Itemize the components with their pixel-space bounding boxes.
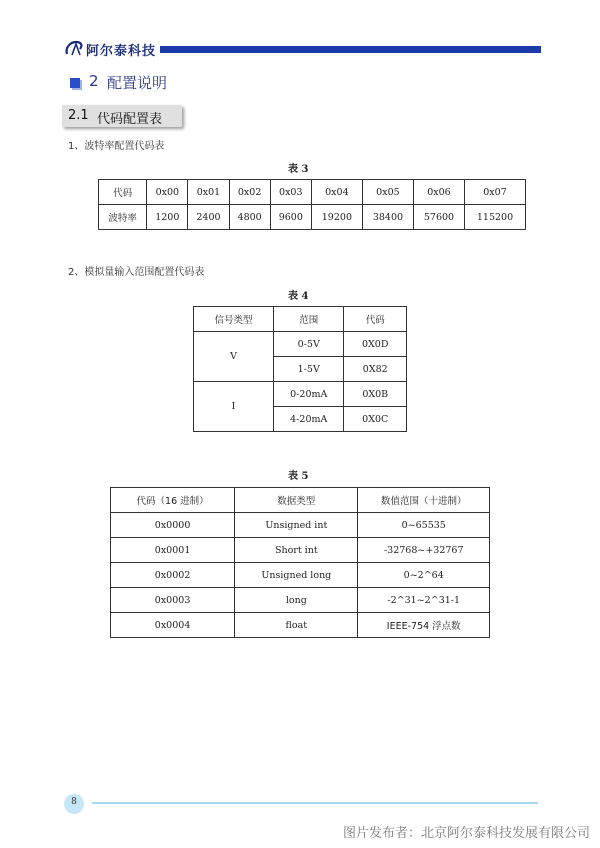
table4-caption: 表 4: [288, 291, 309, 302]
baudrate-table: [98, 179, 526, 230]
table-cell: 19200: [311, 205, 362, 230]
baudrate-note: 1、波特率配置代码表: [68, 141, 165, 152]
table-cell: 0X0D: [344, 332, 407, 357]
table-cell: 0x0000: [111, 513, 235, 538]
table-cell: 0-5V: [274, 332, 344, 357]
table-cell: 波特率: [99, 205, 147, 230]
company-name: 阿尔泰科技: [86, 44, 157, 59]
table-cell: 115200: [465, 205, 526, 230]
table-row: [99, 205, 526, 230]
company-logo-icon: [64, 40, 84, 56]
table-row: [111, 538, 490, 563]
table-cell: 38400: [362, 205, 413, 230]
table-cell: 4800: [229, 205, 270, 230]
table-cell: I: [194, 382, 274, 432]
table-cell: 0x03: [270, 180, 311, 205]
table-cell: V: [194, 332, 274, 382]
table-cell: 4-20mA: [274, 407, 344, 432]
table-header-cell: 信号类型: [194, 307, 274, 332]
subsection-number: 2.1: [68, 108, 89, 123]
table-cell: 1-5V: [274, 357, 344, 382]
table-row: [194, 382, 407, 407]
section-title: 配置说明: [107, 74, 168, 92]
table-cell: 代码: [99, 180, 147, 205]
table-header-row: [194, 307, 407, 332]
table-cell: 0x01: [188, 180, 229, 205]
table-cell: 0x02: [229, 180, 270, 205]
table-cell: 0-20mA: [274, 382, 344, 407]
publisher-watermark: 图片发布者：北京阿尔泰科技发展有限公司: [342, 826, 590, 841]
analog-range-note: 2、模拟量输入范围配置代码表: [68, 267, 205, 278]
signal-range-table: [193, 306, 407, 432]
table-header-cell: 代码（16 进制）: [111, 488, 235, 513]
table-cell: 0x07: [465, 180, 526, 205]
table-cell: Unsigned long: [235, 563, 358, 588]
footer-line: [92, 802, 538, 804]
table-cell: 2400: [188, 205, 229, 230]
table-cell: 0x0003: [111, 588, 235, 613]
table-cell: Short int: [235, 538, 358, 563]
table-cell: IEEE-754 浮点数: [358, 613, 490, 638]
table-cell: 0X0C: [344, 407, 407, 432]
table-row: [111, 588, 490, 613]
table-cell: 57600: [413, 205, 464, 230]
table3-caption: 表 3: [288, 164, 309, 175]
header-bar: [160, 46, 541, 53]
section-number: 2: [89, 72, 99, 90]
table5-caption: 表 5: [288, 471, 309, 482]
table-header-cell: 数据类型: [235, 488, 358, 513]
table-cell: 0x05: [362, 180, 413, 205]
table-row: [111, 563, 490, 588]
table-cell: 1200: [147, 205, 188, 230]
table-header-cell: 代码: [344, 307, 407, 332]
table-cell: 0X82: [344, 357, 407, 382]
table-header-cell: 范围: [274, 307, 344, 332]
table-cell: long: [235, 588, 358, 613]
table-cell: 0~65535: [358, 513, 490, 538]
table-cell: float: [235, 613, 358, 638]
table-cell: 0~2^64: [358, 563, 490, 588]
table-cell: 9600: [270, 205, 311, 230]
table-header-cell: 数值范围（十进制）: [358, 488, 490, 513]
section-bullet-icon: [70, 78, 80, 88]
table-cell: 0x00: [147, 180, 188, 205]
table-row: [111, 613, 490, 638]
table-header-row: [111, 488, 490, 513]
table-row: [194, 332, 407, 357]
table-cell: Unsigned int: [235, 513, 358, 538]
table-cell: 0x04: [311, 180, 362, 205]
data-type-table: [110, 487, 490, 638]
table-cell: 0x0004: [111, 613, 235, 638]
page-number: 8: [71, 797, 77, 807]
table-cell: -2^31~2^31-1: [358, 588, 490, 613]
table-row: [111, 513, 490, 538]
table-cell: 0x0001: [111, 538, 235, 563]
table-cell: 0x0002: [111, 563, 235, 588]
table-cell: 0X0B: [344, 382, 407, 407]
table-row: [99, 180, 526, 205]
table-cell: 0x06: [413, 180, 464, 205]
table-cell: -32768~+32767: [358, 538, 490, 563]
subsection-title: 代码配置表: [97, 112, 163, 127]
